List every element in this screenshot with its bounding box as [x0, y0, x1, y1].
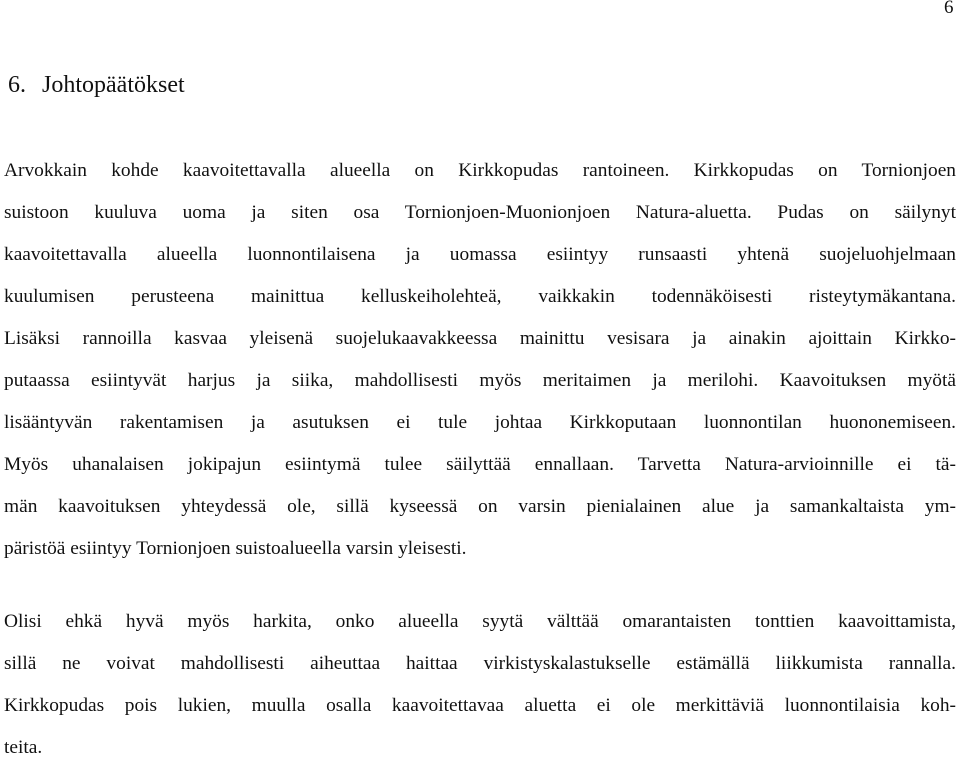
- section-number: 6.: [8, 72, 26, 98]
- paragraph-line: Kirkkopudas pois lukien, muulla osalla kaavoitettavaa aluetta ei ole merkittäviä luonnontilaisia koh-: [4, 695, 956, 716]
- paragraph-line: Myös uhanalaisen jokipajun esiintymä tulee säilyttää ennallaan. Tarvetta Natura-arvioinnille ei tä-: [4, 454, 956, 475]
- body-paragraph-2: [4, 601, 956, 769]
- paragraph-line: teita.: [4, 737, 43, 758]
- paragraph-line: sillä ne voivat mahdollisesti aiheuttaa haittaa virkistyskalastukselle estämällä liikkumista rannalla.: [4, 653, 956, 674]
- body-paragraph-1: [4, 150, 956, 570]
- paragraph-line: suistoon kuuluva uoma ja siten osa Tornionjoen-Muonionjoen Natura-aluetta. Pudas on säilynyt: [4, 202, 956, 223]
- paragraph-line: Arvokkain kohde kaavoitettavalla alueella on Kirkkopudas rantoineen. Kirkkopudas on Tornionjoen: [4, 160, 956, 181]
- paragraph-line: kaavoitettavalla alueella luonnontilaisena ja uomassa esiintyy runsaasti yhtenä suojeluohjelmaan: [4, 244, 956, 265]
- paragraph-line: Lisäksi rannoilla kasvaa yleisenä suojelukaavakkeessa mainittu vesisara ja ainakin ajoittain Kirkko-: [4, 328, 956, 349]
- paragraph-line: putaassa esiintyvät harjus ja siika, mahdollisesti myös meritaimen ja merilohi. Kaavoituksen myötä: [4, 370, 956, 391]
- page-number: 6: [944, 0, 954, 18]
- paragraph-line: män kaavoituksen yhteydessä ole, sillä kyseessä on varsin pienialainen alue ja samankaltaista ym-: [4, 496, 956, 517]
- section-heading: [8, 70, 185, 100]
- paragraph-line: kuulumisen perusteena mainittua kelluskeiholehteä, vaikkakin todennäköisesti risteytymäkantana.: [4, 286, 956, 307]
- paragraph-line: päristöä esiintyy Tornionjoen suistoalueella varsin yleisesti.: [4, 538, 467, 559]
- paragraph-line: Olisi ehkä hyvä myös harkita, onko alueella syytä välttää omarantaisten tonttien kaavoittamista,: [4, 611, 956, 632]
- paragraph-line: lisääntyvän rakentamisen ja asutuksen ei tule johtaa Kirkkoputaan luonnontilan huononemiseen.: [4, 412, 956, 433]
- section-title: Johtopäätökset: [42, 72, 185, 98]
